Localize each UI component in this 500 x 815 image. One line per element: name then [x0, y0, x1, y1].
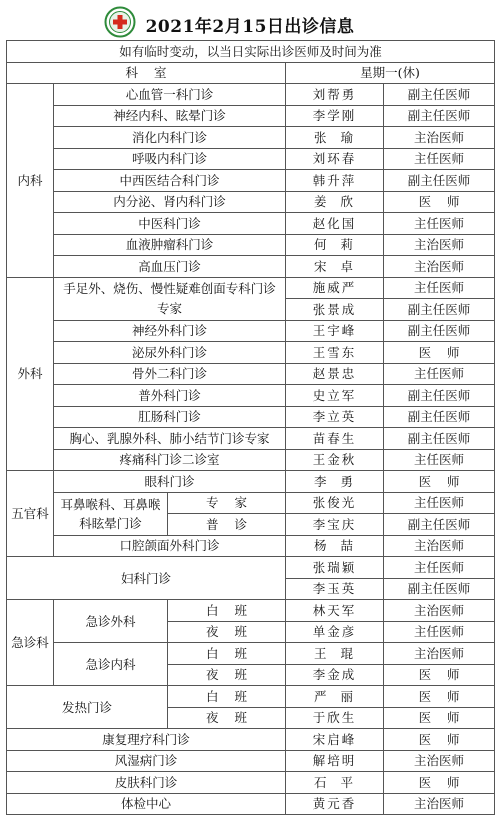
- title-cell: 医 师: [384, 664, 495, 686]
- doctor-cell: 王雪东: [286, 342, 384, 364]
- doctor-cell: 赵景忠: [286, 363, 384, 385]
- doctor-cell: 李立英: [286, 406, 384, 428]
- section-label-neike: 内科: [7, 84, 54, 278]
- title-cell: 主任医师: [384, 621, 495, 643]
- clinic-cell: 心血管一科门诊: [54, 84, 286, 106]
- doctor-cell: 黄元香: [286, 793, 384, 815]
- table-row: [7, 105, 495, 127]
- doctor-cell: 苗春生: [286, 428, 384, 450]
- doctor-cell: 张景成: [286, 299, 384, 321]
- table-row: [7, 772, 495, 794]
- clinic-cell: 内分泌、肾内科门诊: [54, 191, 286, 213]
- shift-cell: 白 班: [168, 600, 286, 622]
- section-label-jizhen: 急诊科: [7, 600, 54, 686]
- doctor-cell: 李金成: [286, 664, 384, 686]
- doctor-cell: 王 琨: [286, 643, 384, 665]
- doctor-cell: 宋 卓: [286, 256, 384, 278]
- header: [6, 4, 494, 40]
- title-cell: 主治医师: [384, 750, 495, 772]
- shift-cell: 白 班: [168, 643, 286, 665]
- table-row: [7, 557, 495, 579]
- clinic-cell: 耳鼻喉科、耳鼻喉科眩晕门诊: [54, 492, 168, 535]
- doctor-cell: 韩升萍: [286, 170, 384, 192]
- table-row: [7, 492, 495, 514]
- title-cell: 医 师: [384, 707, 495, 729]
- table-row: [7, 793, 495, 815]
- doctor-cell: 单金彦: [286, 621, 384, 643]
- notice-row: [7, 41, 495, 63]
- clinic-cell: 肛肠科门诊: [54, 406, 286, 428]
- doctor-cell: 石 平: [286, 772, 384, 794]
- section-label-waike: 外科: [7, 277, 54, 471]
- doctor-cell: 于欣生: [286, 707, 384, 729]
- table-row: [7, 385, 495, 407]
- clinic-cell: 泌尿外科门诊: [54, 342, 286, 364]
- clinic-cell: 皮肤科门诊: [7, 772, 286, 794]
- title-cell: 主治医师: [384, 256, 495, 278]
- clinic-cell: 风湿病门诊: [7, 750, 286, 772]
- schedule-table: [6, 40, 495, 815]
- section-label-wuguan: 五官科: [7, 471, 54, 557]
- doctor-cell: 严 丽: [286, 686, 384, 708]
- table-row: [7, 729, 495, 751]
- title-cell: 副主任医师: [384, 385, 495, 407]
- title-cell: 医 师: [384, 686, 495, 708]
- title-cell: 主任医师: [384, 148, 495, 170]
- doctor-cell: 王宇峰: [286, 320, 384, 342]
- doctor-cell: 刘环春: [286, 148, 384, 170]
- shift-cell: 夜 班: [168, 707, 286, 729]
- doctor-cell: 赵化国: [286, 213, 384, 235]
- table-row: [7, 320, 495, 342]
- table-row: [7, 342, 495, 364]
- doctor-cell: 杨 喆: [286, 535, 384, 557]
- shift-cell: 夜 班: [168, 621, 286, 643]
- clinic-cell: 中医科门诊: [54, 213, 286, 235]
- table-row: [7, 449, 495, 471]
- clinic-cell: 眼科门诊: [54, 471, 286, 493]
- title-cell: 副主任医师: [384, 428, 495, 450]
- dept-header: 科 室: [7, 62, 286, 84]
- clinic-cell: 中西医结合科门诊: [54, 170, 286, 192]
- title-cell: 主任医师: [384, 363, 495, 385]
- table-row: [7, 277, 495, 299]
- clinic-cell: 血液肿瘤科门诊: [54, 234, 286, 256]
- title-cell: 主治医师: [384, 234, 495, 256]
- table-row: [7, 363, 495, 385]
- clinic-cell: 高血压门诊: [54, 256, 286, 278]
- table-row: [7, 256, 495, 278]
- clinic-cell: 胸心、乳腺外科、肺小结节门诊专家: [54, 428, 286, 450]
- title-cell: 主治医师: [384, 535, 495, 557]
- title-cell: 医 师: [384, 772, 495, 794]
- type-cell: 普 诊: [168, 514, 286, 536]
- table-row: [7, 170, 495, 192]
- title-cell: 医 师: [384, 471, 495, 493]
- table-row: [7, 213, 495, 235]
- doctor-cell: 宋启峰: [286, 729, 384, 751]
- title-cell: 主任医师: [384, 277, 495, 299]
- clinic-cell: 骨外二科门诊: [54, 363, 286, 385]
- title-cell: 副主任医师: [384, 514, 495, 536]
- title-cell: 副主任医师: [384, 406, 495, 428]
- doctor-cell: 何 莉: [286, 234, 384, 256]
- table-row: [7, 84, 495, 106]
- clinic-cell: 疼痛科门诊二诊室: [54, 449, 286, 471]
- table-row: [7, 471, 495, 493]
- doctor-cell: 李 勇: [286, 471, 384, 493]
- clinic-cell: 呼吸内科门诊: [54, 148, 286, 170]
- clinic-cell: 口腔颌面外科门诊: [54, 535, 286, 557]
- title-cell: 医 师: [384, 342, 495, 364]
- shift-cell: 白 班: [168, 686, 286, 708]
- doctor-cell: 王金秋: [286, 449, 384, 471]
- table-row: [7, 750, 495, 772]
- doctor-cell: 解培明: [286, 750, 384, 772]
- group-cell: 急诊内科: [54, 643, 168, 686]
- group-cell: 急诊外科: [54, 600, 168, 643]
- notice-text: 如有临时变动，以当日实际出诊医师及时间为准: [7, 41, 495, 63]
- clinic-cell: 手足外、烧伤、慢性疑难创面专科门诊专家: [54, 277, 286, 320]
- doctor-cell: 李宝庆: [286, 514, 384, 536]
- type-cell: 专 家: [168, 492, 286, 514]
- table-row: [7, 191, 495, 213]
- title-cell: 副主任医师: [384, 299, 495, 321]
- title-cell: 主任医师: [384, 557, 495, 579]
- clinic-cell: 消化内科门诊: [54, 127, 286, 149]
- doctor-cell: 李玉英: [286, 578, 384, 600]
- table-row: [7, 127, 495, 149]
- title-cell: 主治医师: [384, 600, 495, 622]
- table-row: [7, 600, 495, 622]
- clinic-cell: 发热门诊: [7, 686, 168, 729]
- table-row: [7, 686, 495, 708]
- header-row: [7, 62, 495, 84]
- title-cell: 主任医师: [384, 213, 495, 235]
- title-cell: 副主任医师: [384, 105, 495, 127]
- table-row: [7, 643, 495, 665]
- doctor-cell: 林天军: [286, 600, 384, 622]
- title-cell: 主任医师: [384, 492, 495, 514]
- title-cell: 主治医师: [384, 643, 495, 665]
- title-cell: 主治医师: [384, 127, 495, 149]
- table-row: [7, 535, 495, 557]
- clinic-cell: 体检中心: [7, 793, 286, 815]
- doctor-cell: 张俊光: [286, 492, 384, 514]
- shift-cell: 夜 班: [168, 664, 286, 686]
- table-row: [7, 428, 495, 450]
- clinic-cell: 神经外科门诊: [54, 320, 286, 342]
- title-cell: 医 师: [384, 729, 495, 751]
- doctor-cell: 刘帮勇: [286, 84, 384, 106]
- doctor-cell: 史立军: [286, 385, 384, 407]
- clinic-cell: 神经内科、眩晕门诊: [54, 105, 286, 127]
- doctor-cell: 李学刚: [286, 105, 384, 127]
- clinic-cell: 普外科门诊: [54, 385, 286, 407]
- title-cell: 副主任医师: [384, 170, 495, 192]
- table-row: [7, 234, 495, 256]
- title-cell: 主治医师: [384, 793, 495, 815]
- title-cell: 主任医师: [384, 449, 495, 471]
- clinic-cell: 康复理疗科门诊: [7, 729, 286, 751]
- day-header: 星期一(休): [286, 62, 495, 84]
- title-cell: 副主任医师: [384, 578, 495, 600]
- page-title: 2021年2月15日出诊信息: [145, 17, 355, 37]
- title-cell: 医 师: [384, 191, 495, 213]
- doctor-cell: 施威严: [286, 277, 384, 299]
- doctor-cell: 张 瑜: [286, 127, 384, 149]
- doctor-cell: 姜 欣: [286, 191, 384, 213]
- doctor-cell: 张瑞颖: [286, 557, 384, 579]
- title-cell: 副主任医师: [384, 320, 495, 342]
- table-row: [7, 148, 495, 170]
- clinic-cell: 妇科门诊: [7, 557, 286, 600]
- table-row: [7, 406, 495, 428]
- title-cell: 副主任医师: [384, 84, 495, 106]
